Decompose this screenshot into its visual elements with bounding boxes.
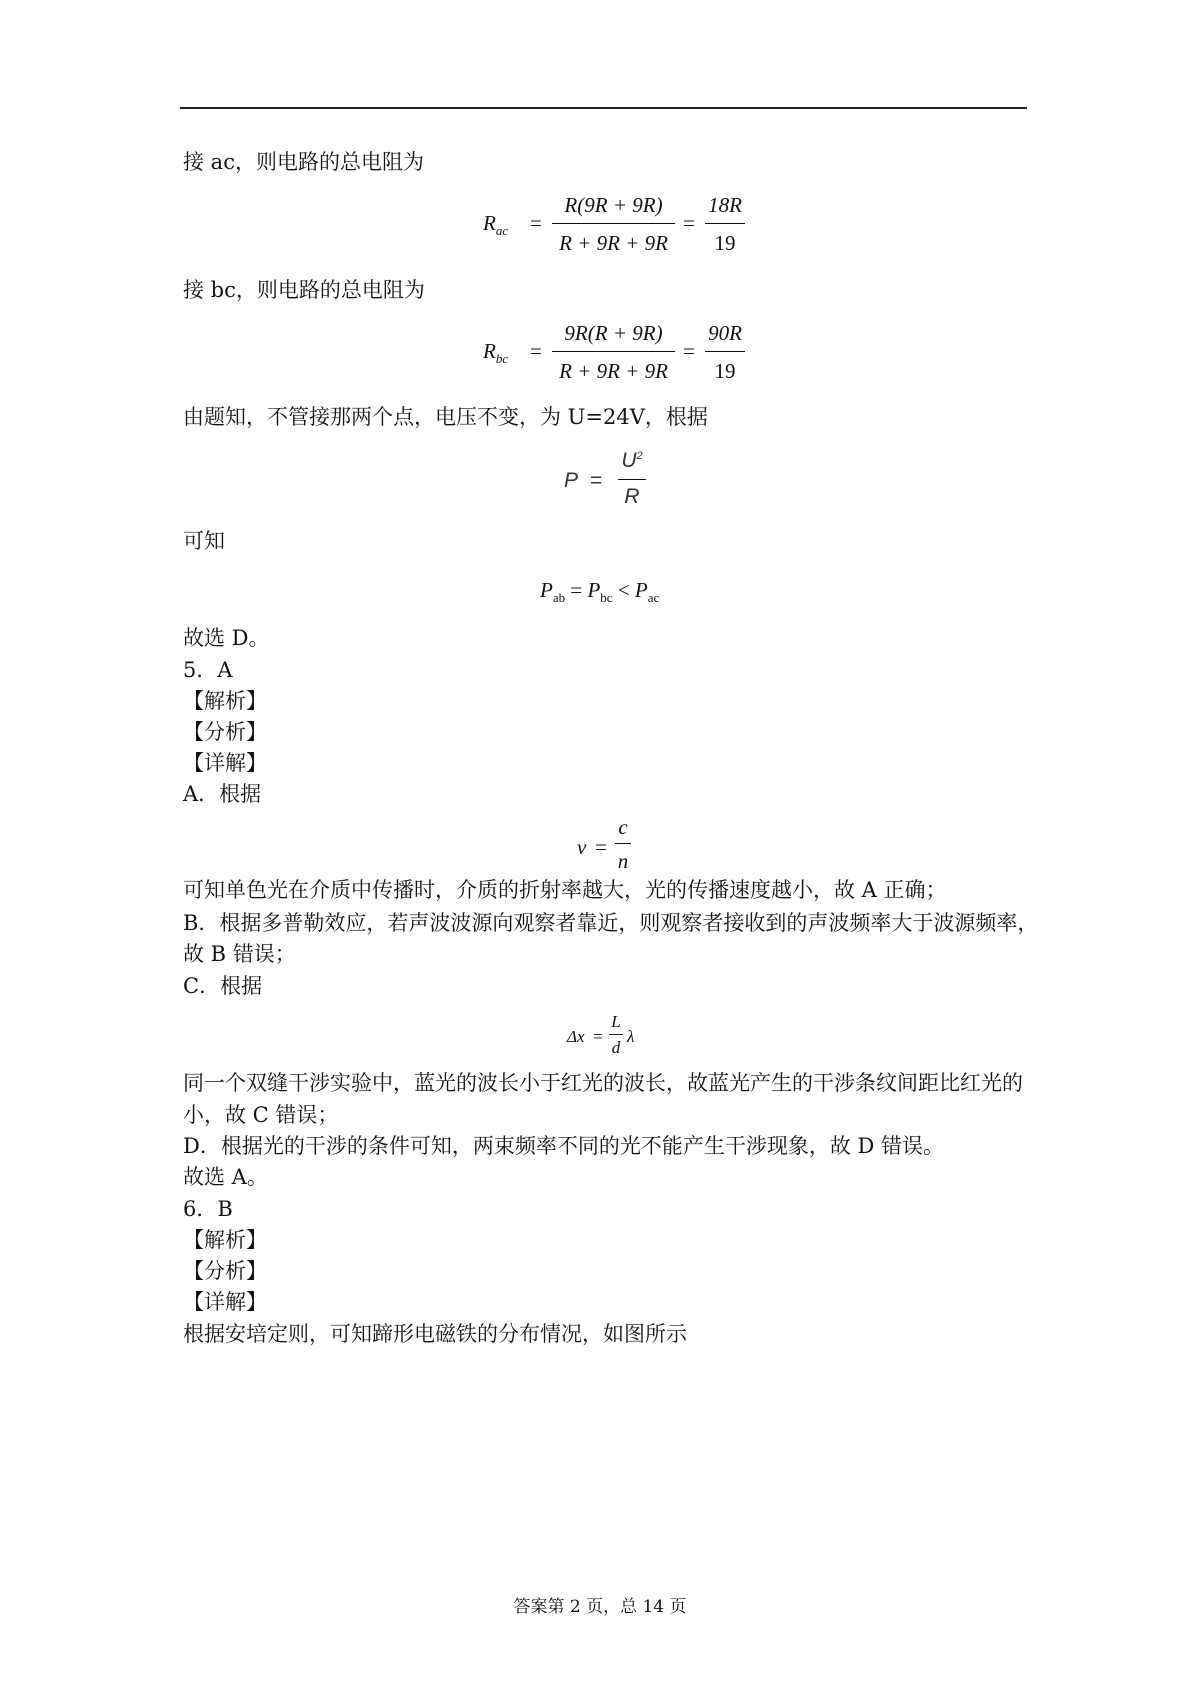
equation-speed: v = c n — [575, 815, 635, 875]
section-label: 【分析】 — [183, 720, 267, 744]
equation-fringe: Δx = L d λ — [567, 1012, 635, 1057]
text-line: B．根据多普勒效应，若声波波源向观察者靠近，则观察者接收到的声波频率大于波源频率， — [183, 911, 1039, 935]
question-number: 5．A — [183, 658, 233, 682]
section-label: 【解析】 — [183, 1228, 267, 1252]
text-line: 小，故 C 错误； — [183, 1103, 339, 1127]
section-label: 【详解】 — [183, 1290, 267, 1314]
text-line: 接 ac，则电路的总电阻为 — [183, 150, 424, 174]
header-rule — [180, 107, 1027, 109]
equation-power: P = $U^2$ R — [560, 445, 660, 515]
text-line: 根据安培定则，可知蹄形电磁铁的分布情况，如图所示 — [183, 1322, 687, 1346]
text-line: C．根据 — [183, 974, 263, 998]
equation-compare: $P_{ab} = P_{bc} < P_{ac}$ — [540, 578, 660, 606]
question-number: 6．B — [183, 1197, 233, 1221]
text-line: 同一个双缝干涉实验中，蓝光的波长小于红光的波长，故蓝光产生的干涉条纹间距比红光的 — [183, 1071, 1023, 1095]
section-label: 【详解】 — [183, 751, 267, 775]
text-line: 由题知，不管接那两个点，电压不变，为 U=24V，根据 — [183, 405, 708, 429]
text-line: D．根据光的干涉的条件可知，两束频率不同的光不能产生干涉现象，故 D 错误。 — [183, 1134, 945, 1158]
section-label: 【解析】 — [183, 689, 267, 713]
text-line: 可知 — [183, 529, 225, 553]
equation-rac: $R_{ac}$ = R(9R + 9R) R + 9R + 9R = 18R 19 — [480, 183, 740, 263]
text-line: 接 bc，则电路的总电阻为 — [183, 278, 425, 302]
section-label: 【分析】 — [183, 1259, 267, 1283]
equation-rbc: $R_{bc}$ = 9R(R + 9R) R + 9R + 9R = 90R 19 — [480, 311, 740, 391]
text-line: A．根据 — [183, 782, 262, 806]
text-line: 故 B 错误； — [183, 942, 296, 966]
page-footer: 答案第 2 页，总 14 页 — [513, 1597, 687, 1617]
text-line: 故选 A。 — [183, 1165, 268, 1189]
text-line: 故选 D。 — [183, 626, 270, 650]
text-line: 可知单色光在介质中传播时，介质的折射率越大，光的传播速度越小，故 A 正确； — [183, 878, 947, 902]
